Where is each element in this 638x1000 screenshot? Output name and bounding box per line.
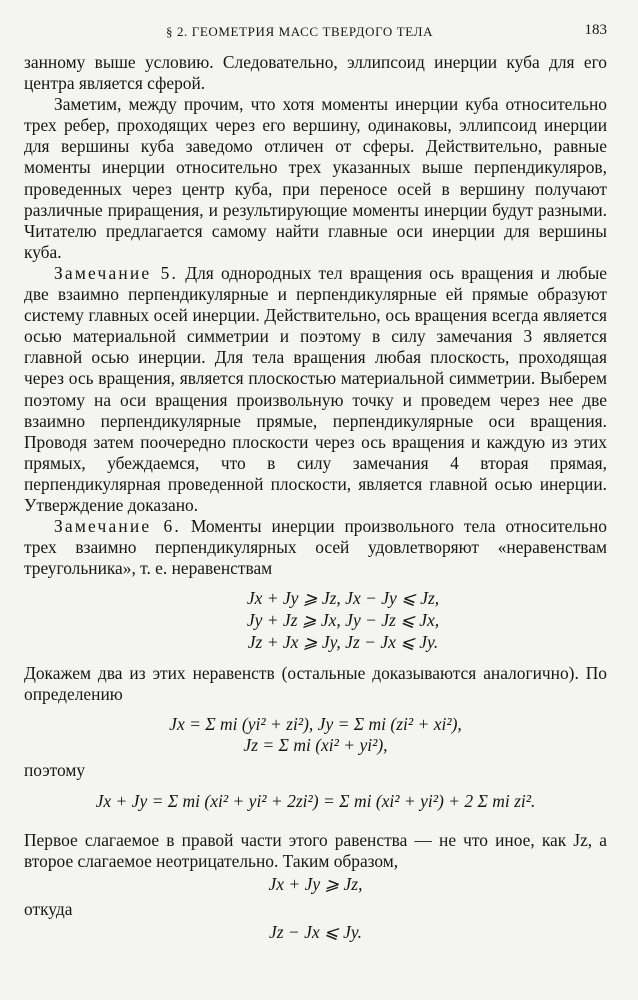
page-number: 183 bbox=[584, 22, 607, 38]
remark-5-text: Для однородных тел вращения ось вращения и любые две взаимно перпендикулярные и перпендикулярные ей прямые образуют систему главных осей инерции. Действительно, ось вращения всегда является осью материальной симметрии и поэтому в силу замечания 3 является главной осью инерции. Для тела вращения любая плоскость, проходящая через ось вращения, является плоскостью материальной симметрии. Выберем поэтому на оси вращения произвольную точку и проведем через нее две взаимно перпендикулярные прямые, перпендикулярные оси вращения. Проводя затем поочередно плоскости через ось вращения и каждую из этих прямых, убеждаемся, что в силу замечания 4 вторая прямая, перпендикулярная проведенной плоскости, является главной осью инерции. Утверждение доказано. bbox=[24, 262, 607, 515]
paragraph-conclusion: Первое слагаемое в правой части этого равенства — не что иное, как Jz, а второе слагаемое неотрицательно. Таким образом, bbox=[24, 829, 607, 871]
paragraph-2: Заметим, между прочим, что хотя моменты инерции куба относительно трех ребер, проходящих через его вершину, одинаковы, эллипсоид инерции для вершины куба заведомо отличен от сферы. Действительно, равные моменты инерции относительно трех указанных выше перпендикуляров, проведенных через центр куба, при переносе осей в вершину получают различные приращения, и результирующие моменты инерции будут разными. Читателю предлагается самому найти главные оси инерции для вершины куба. bbox=[24, 94, 607, 262]
definition-row: Jz = Σ mi (xi² + yi²), bbox=[243, 734, 388, 755]
paragraph-1: занному выше условию. Следовательно, эллипсоид инерции куба для его центра является сферой. bbox=[24, 52, 607, 94]
sum-equation: Jx + Jy = Σ mi (xi² + yi² + 2zi²) = Σ mi (xi² + yi²) + 2 Σ mi zi². bbox=[95, 790, 536, 811]
inequality-row: Jz + Jx ⩾ Jy, Jz − Jx ⩽ Jy. bbox=[247, 632, 439, 653]
page-header bbox=[24, 12, 607, 52]
book-page bbox=[24, 12, 607, 947]
paragraph-proof: Докажем два из этих неравенств (остальные доказываются аналогично). По определению bbox=[24, 663, 607, 705]
inequality-row: Jx + Jy ⩾ Jz, Jx − Jy ⩽ Jz, bbox=[246, 588, 440, 609]
inequality-final: Jz − Jx ⩽ Jy. bbox=[268, 921, 363, 942]
triangle-inequalities bbox=[24, 587, 607, 653]
remark-5-lead: Замечание 5. bbox=[54, 262, 179, 283]
inequality-row: Jy + Jz ⩾ Jx, Jy − Jz ⩽ Jx, bbox=[246, 610, 440, 631]
moment-definitions bbox=[24, 714, 607, 756]
word-therefore: поэтому bbox=[24, 759, 86, 780]
body-text bbox=[24, 52, 607, 943]
remark-6-text: Моменты инерции произвольного тела относительно трех взаимно перпендикулярных осей удовлетворяют «неравенствам треугольника», т. е. неравенствам bbox=[24, 516, 607, 579]
word-whence: откуда bbox=[24, 898, 73, 919]
remark-6-lead: Замечание 6. bbox=[54, 516, 181, 537]
running-head: § 2. ГЕОМЕТРИЯ МАСС ТВЕРДОГО ТЕЛА bbox=[166, 24, 434, 39]
definition-row: Jx = Σ mi (yi² + zi²), Jy = Σ mi (zi² + xi²), bbox=[169, 713, 462, 734]
paragraph-remark-5 bbox=[24, 263, 607, 516]
inequality-result: Jx + Jy ⩾ Jz, bbox=[268, 873, 363, 894]
paragraph-remark-6 bbox=[24, 516, 607, 579]
